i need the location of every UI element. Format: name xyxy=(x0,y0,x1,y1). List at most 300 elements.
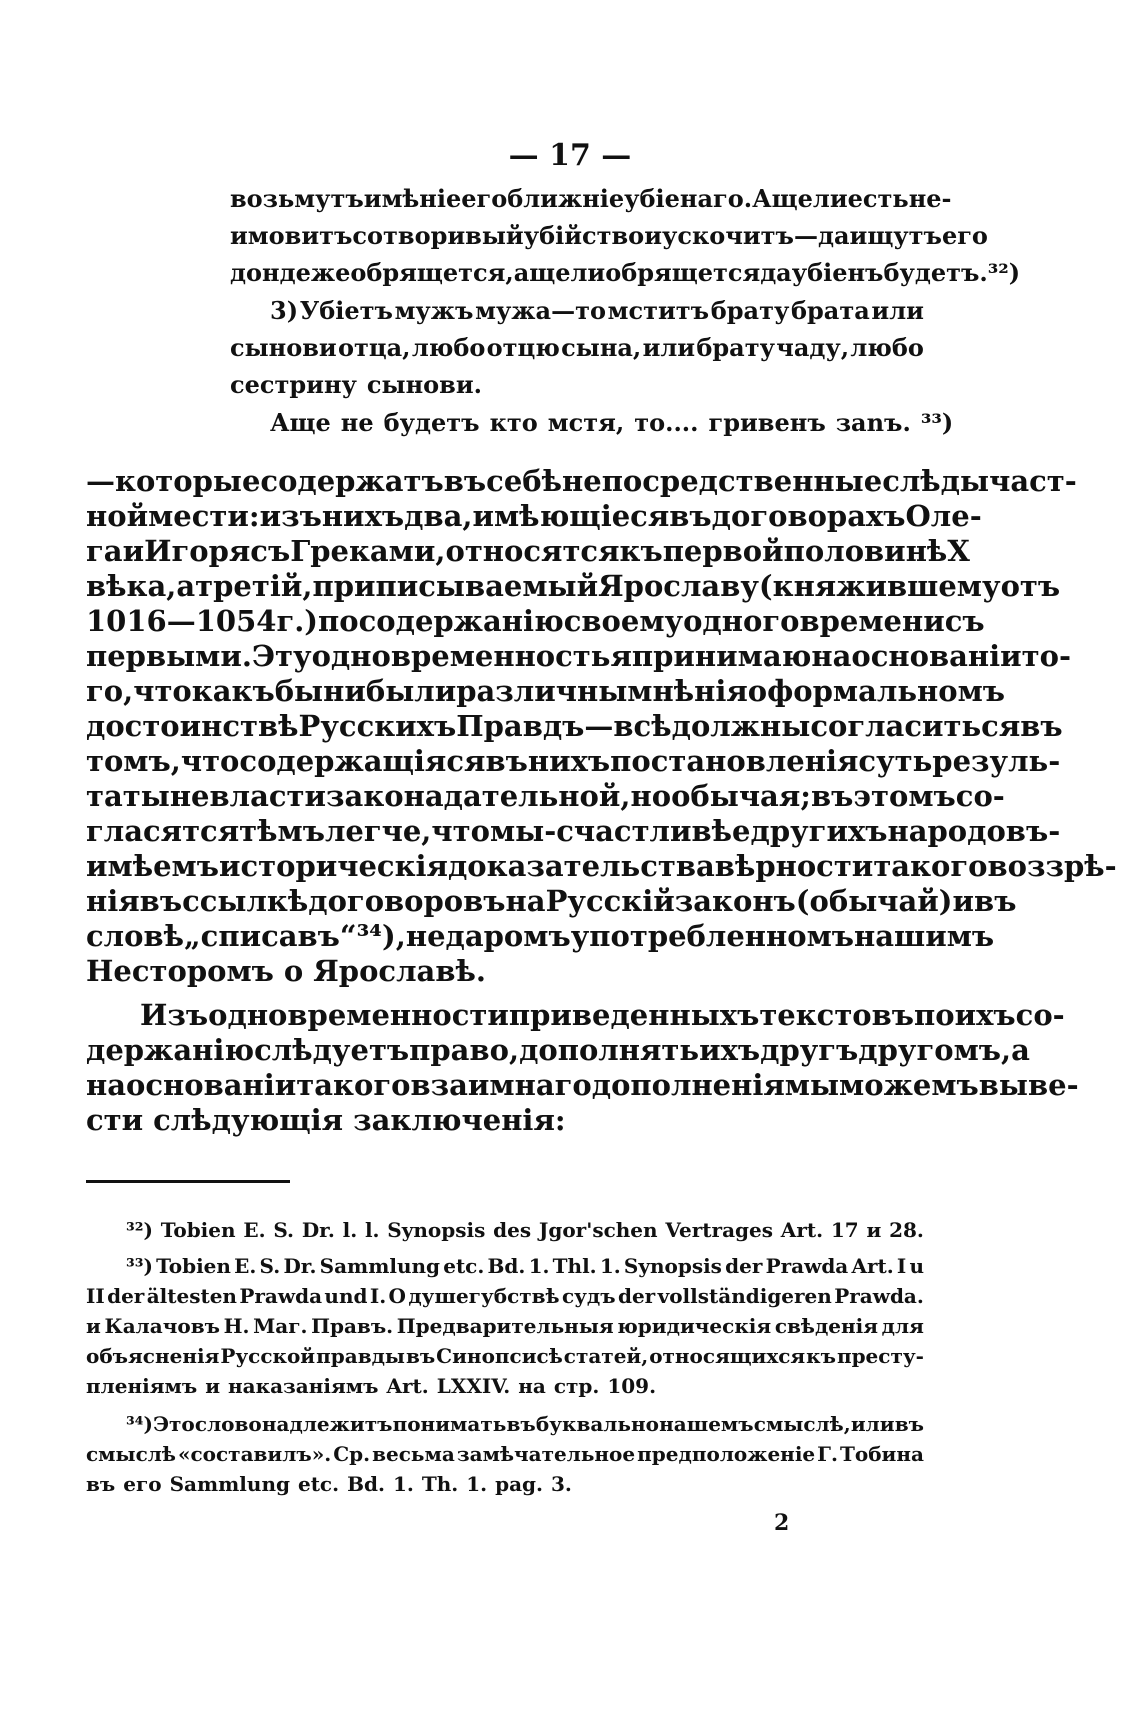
quote-line xyxy=(230,221,988,259)
word: Калачовъ xyxy=(104,1314,220,1338)
word: I xyxy=(896,1254,907,1278)
word: 1016—1054 xyxy=(86,604,277,638)
word: душегубствѣ xyxy=(408,1284,560,1308)
word: Sammlung xyxy=(169,1472,290,1496)
word: Bd. xyxy=(347,1472,385,1496)
word: des xyxy=(493,1218,532,1242)
word: законадательной, xyxy=(326,779,631,813)
word: къ xyxy=(806,1344,836,1368)
word: (княжившему xyxy=(758,569,1001,603)
word: и xyxy=(205,1374,221,1398)
word: слѣды xyxy=(882,464,990,498)
word: Тобина xyxy=(839,1442,924,1466)
word: 3. xyxy=(551,1472,572,1496)
footnote-line xyxy=(86,1472,924,1502)
word: или xyxy=(642,333,696,362)
word: одного xyxy=(683,604,800,638)
word: на xyxy=(518,1374,546,1398)
word: ³⁴) xyxy=(126,1412,153,1436)
word: власти xyxy=(209,779,327,813)
word: взаимнаго xyxy=(410,1068,592,1102)
word: на xyxy=(811,639,852,673)
word: 1. xyxy=(599,1254,621,1278)
word: на xyxy=(86,1068,127,1102)
word: должны xyxy=(671,709,811,743)
word: Оле- xyxy=(905,499,982,533)
word: ащели xyxy=(513,258,606,287)
word: тѣмъ xyxy=(239,814,325,848)
word: der xyxy=(617,1284,656,1308)
word: его xyxy=(461,184,508,213)
word: да xyxy=(760,258,792,287)
word: ³⁴), xyxy=(356,919,406,953)
word: (обычай) xyxy=(795,884,953,918)
word: Art. xyxy=(780,1218,824,1242)
word: Ср. xyxy=(333,1442,371,1466)
word: въ xyxy=(485,744,528,778)
word: сотворивый xyxy=(352,221,524,250)
word: ³³) xyxy=(126,1254,153,1278)
word: можемъ xyxy=(839,1068,979,1102)
word: заключенія: xyxy=(353,1103,566,1137)
word: въ xyxy=(139,884,183,918)
footnote-line xyxy=(126,1254,924,1284)
word: относящихся xyxy=(649,1344,806,1368)
word: весьма xyxy=(372,1442,455,1466)
word: Sammlung xyxy=(319,1254,441,1278)
word: чаду, xyxy=(776,333,850,362)
word: ускочитъ—да xyxy=(662,221,850,250)
word: Изъ xyxy=(140,998,209,1032)
word: сынови. xyxy=(366,370,482,399)
word: не- xyxy=(908,184,952,213)
word: сынови xyxy=(230,333,337,362)
word: его xyxy=(941,221,988,250)
word: а xyxy=(1011,1033,1030,1067)
word: легче, xyxy=(324,814,432,848)
word: но xyxy=(630,779,672,813)
footnote-rule xyxy=(86,1180,290,1183)
word: свѣденія xyxy=(774,1314,879,1338)
word: половинѣ xyxy=(783,534,948,568)
word: etc. xyxy=(443,1254,485,1278)
word: мужъ xyxy=(394,296,474,325)
word: есть xyxy=(847,184,909,213)
word: со- xyxy=(955,779,1005,813)
word: E. xyxy=(243,1218,266,1242)
word: резуль- xyxy=(932,744,1061,778)
word: или xyxy=(871,296,924,325)
word: Аще xyxy=(270,408,331,437)
word: Prawda. xyxy=(834,1284,924,1308)
word: Dr. xyxy=(301,1218,335,1242)
word: какъ xyxy=(191,674,275,708)
word: имѣемъ xyxy=(86,849,219,883)
word: Правдъ—всѣ xyxy=(456,709,672,743)
word: судъ xyxy=(561,1284,616,1308)
word: Аще xyxy=(752,184,813,213)
word: ной xyxy=(86,499,149,533)
word: Th. xyxy=(421,1472,459,1496)
word: что xyxy=(180,744,240,778)
word: pag. xyxy=(495,1472,543,1496)
word: 109. xyxy=(607,1374,657,1398)
word: воззрѣ- xyxy=(987,849,1117,883)
footnote-line xyxy=(86,1374,924,1404)
word: сти xyxy=(86,1103,144,1137)
word: другомъ, xyxy=(858,1033,1012,1067)
word: слѣдуетъ xyxy=(254,1033,410,1067)
word: то.... xyxy=(634,408,699,437)
word: наказаніямъ xyxy=(228,1374,379,1398)
word: Art. xyxy=(851,1254,894,1278)
word: надлежитъ xyxy=(261,1412,393,1436)
word: Prawda xyxy=(239,1284,323,1308)
word: третій, xyxy=(195,569,313,603)
word: таты xyxy=(86,779,170,813)
word: ältesten xyxy=(146,1284,237,1308)
footnote-line xyxy=(86,1314,924,1344)
word: г.) xyxy=(276,604,319,638)
word: замѣчательное xyxy=(456,1442,636,1466)
word: въ xyxy=(974,884,1017,918)
word: согласиться xyxy=(810,709,1021,743)
word: основаніи xyxy=(851,639,1022,673)
word: част- xyxy=(989,464,1077,498)
word: ссылкѣ xyxy=(182,884,309,918)
word: Синопсисѣ xyxy=(436,1344,563,1368)
word: убіенъбудетъ. xyxy=(791,258,988,287)
word: Н. xyxy=(223,1314,250,1338)
word: я xyxy=(610,639,632,673)
word: по xyxy=(914,998,955,1032)
word: въ xyxy=(894,1412,924,1436)
word: въ xyxy=(810,779,854,813)
body-line xyxy=(86,1033,1030,1073)
word: убіенаго. xyxy=(624,184,753,213)
word: отца, xyxy=(338,333,411,362)
word: слово xyxy=(194,1412,262,1436)
word: LXXIV. xyxy=(436,1374,511,1398)
word: Thl. xyxy=(552,1254,597,1278)
body-line xyxy=(86,849,1117,889)
word: брату xyxy=(710,296,790,325)
word: Ярославу xyxy=(598,569,759,603)
word: одновременности xyxy=(208,998,509,1032)
body-line xyxy=(86,744,1061,784)
word: нихъ xyxy=(321,499,405,533)
word: юридическія xyxy=(617,1314,772,1338)
word: другихъ xyxy=(750,814,888,848)
word: Tobien xyxy=(160,1218,236,1242)
word: а xyxy=(176,569,196,603)
body-line xyxy=(86,779,1005,819)
body-line xyxy=(86,534,970,574)
word: слѣдующія xyxy=(153,1103,344,1137)
word: vollständigeren xyxy=(657,1284,832,1308)
word: понимать xyxy=(392,1412,507,1436)
body-line xyxy=(86,884,1017,924)
word: Русской xyxy=(220,1344,316,1368)
word: суть xyxy=(858,744,933,778)
word: народовъ- xyxy=(887,814,1061,848)
word: Ярославѣ. xyxy=(313,954,486,988)
word: Jgor'schen xyxy=(538,1218,658,1242)
word: его xyxy=(123,1472,162,1496)
word: ближніе xyxy=(507,184,625,213)
word: изъ xyxy=(259,499,322,533)
word: отъ xyxy=(1000,569,1061,603)
word: будетъ xyxy=(383,408,480,437)
word: имовитъ xyxy=(230,221,353,250)
word: мстя, xyxy=(547,408,625,437)
body-line xyxy=(86,1068,1079,1108)
word: другъ xyxy=(760,1033,859,1067)
word: нашимъ xyxy=(854,919,995,953)
word: къ xyxy=(619,534,663,568)
word: содержанію xyxy=(358,604,564,638)
word: въ xyxy=(1020,709,1063,743)
word: первой xyxy=(662,534,784,568)
word: были xyxy=(365,674,457,708)
word: любо xyxy=(411,333,486,362)
word: сына, xyxy=(561,333,642,362)
body-line xyxy=(86,919,995,959)
word: Маг. xyxy=(253,1314,308,1338)
word: —которые xyxy=(86,464,261,498)
word: томъ, xyxy=(86,744,181,778)
word: S. xyxy=(259,1254,281,1278)
word: мести: xyxy=(148,499,260,533)
footnote-line xyxy=(86,1344,924,1374)
word: и xyxy=(86,1314,101,1338)
body-line xyxy=(140,998,1065,1038)
word: ни xyxy=(323,674,366,708)
body-line xyxy=(86,569,1061,609)
word: etc. xyxy=(297,1472,340,1496)
word: что xyxy=(133,674,192,708)
word: не xyxy=(405,919,446,953)
word: 28. xyxy=(889,1218,924,1242)
word: II xyxy=(86,1284,105,1308)
word: возьмутъ xyxy=(230,184,364,213)
word: Synopsis xyxy=(623,1254,722,1278)
body-line xyxy=(86,464,1077,504)
word: брату xyxy=(696,333,775,362)
word: и xyxy=(122,534,145,568)
word: словѣ xyxy=(86,919,184,953)
word: непосредственные xyxy=(562,464,883,498)
word: ихъ xyxy=(954,998,1016,1032)
word: первыми. xyxy=(86,639,252,673)
word: правды xyxy=(316,1344,405,1368)
word: Несторомъ xyxy=(86,954,274,988)
word: X xyxy=(947,534,970,568)
word: достоинствѣ xyxy=(86,709,299,743)
word: S. xyxy=(273,1218,295,1242)
word: и xyxy=(866,1218,882,1242)
word: 1. xyxy=(528,1254,550,1278)
word: относятся xyxy=(445,534,620,568)
word: der xyxy=(107,1284,145,1308)
word: и xyxy=(644,221,662,250)
word: Предварительныя xyxy=(396,1314,614,1338)
word: статей, xyxy=(563,1344,649,1368)
word: престу- xyxy=(836,1344,924,1368)
word: E. xyxy=(234,1254,257,1278)
word: мы-счастливѣе xyxy=(489,814,751,848)
word: содержащіяся xyxy=(239,744,486,778)
word: предположеніе xyxy=(637,1442,816,1466)
word: о xyxy=(747,674,768,708)
quote-line xyxy=(270,296,924,334)
word: постановленія xyxy=(610,744,859,778)
word: га xyxy=(86,534,123,568)
word: не xyxy=(340,408,374,437)
word: l. xyxy=(342,1218,358,1242)
word: Это xyxy=(153,1412,195,1436)
word: сестрину xyxy=(230,370,357,399)
quote-line xyxy=(270,408,954,446)
word: I. xyxy=(369,1284,387,1308)
word: то- xyxy=(1021,639,1072,673)
word: ³²) xyxy=(987,258,1021,287)
word: го, xyxy=(86,674,134,708)
word: Dr. xyxy=(283,1254,317,1278)
quote-line xyxy=(230,333,924,371)
word: своему xyxy=(563,604,684,638)
word: u xyxy=(909,1254,924,1278)
word: приписываемый xyxy=(312,569,599,603)
word: любо xyxy=(850,333,924,362)
word: текстовъ xyxy=(759,998,915,1032)
word: 17 xyxy=(830,1218,859,1242)
word: дондеже xyxy=(230,258,351,287)
word: Русскій xyxy=(545,884,675,918)
word: l. xyxy=(364,1218,380,1242)
word: объясненія xyxy=(86,1344,220,1368)
word: со- xyxy=(1015,998,1065,1032)
word: отцю xyxy=(486,333,560,362)
footnote-line xyxy=(86,1442,924,1472)
word: Synopsis xyxy=(387,1218,486,1242)
word: кто xyxy=(489,408,538,437)
word: стр. xyxy=(553,1374,600,1398)
word: выве- xyxy=(978,1068,1079,1102)
word: нихъ xyxy=(527,744,611,778)
word: дополненія xyxy=(591,1068,785,1102)
word: такого xyxy=(296,1068,411,1102)
word: на xyxy=(505,884,546,918)
word: Art. xyxy=(386,1374,429,1398)
word: бы xyxy=(274,674,324,708)
word: смыслѣ, xyxy=(753,1412,851,1436)
quote-line xyxy=(230,370,924,408)
word: не xyxy=(169,779,210,813)
word: съ xyxy=(944,604,985,638)
word: времени xyxy=(799,604,945,638)
body-line xyxy=(86,499,982,539)
word: себѣ xyxy=(486,464,563,498)
word: «составилъ». xyxy=(177,1442,332,1466)
word: въ xyxy=(506,1412,536,1436)
word: о xyxy=(283,954,304,988)
word: убійство xyxy=(523,221,645,250)
word: принимаю xyxy=(631,639,812,673)
body-line xyxy=(86,814,1061,854)
word: одновременность xyxy=(311,639,611,673)
word: смыслѣ xyxy=(86,1442,176,1466)
word: Правъ. xyxy=(311,1314,394,1338)
word: Г. xyxy=(817,1442,838,1466)
word: „списавъ“ xyxy=(184,919,357,953)
word: историческія xyxy=(218,849,448,883)
word: право, xyxy=(409,1033,520,1067)
quote-line xyxy=(230,258,1021,296)
word: имѣніе xyxy=(363,184,462,213)
word: гривенъ xyxy=(708,408,826,437)
word: вѣка, xyxy=(86,569,177,603)
word: формальномъ xyxy=(767,674,1006,708)
footnote-line xyxy=(126,1412,924,1442)
word: Греками, xyxy=(290,534,446,568)
word: Prawda xyxy=(765,1254,849,1278)
word: договоровъ xyxy=(308,884,506,918)
word: нашемъ xyxy=(659,1412,754,1436)
word: Игоря xyxy=(144,534,251,568)
word: договорахъ xyxy=(711,499,906,533)
word: пленіямъ xyxy=(86,1374,198,1398)
word: въ xyxy=(669,499,712,533)
footnote-line xyxy=(86,1284,924,1314)
word: этомъ xyxy=(853,779,956,813)
body-line xyxy=(86,1103,924,1143)
word: und xyxy=(324,1284,368,1308)
word: въ xyxy=(405,1344,436,1368)
word: различны xyxy=(456,674,628,708)
page-number: — 17 — xyxy=(508,138,632,173)
word: дополнять xyxy=(519,1033,700,1067)
word: два, xyxy=(404,499,473,533)
word: буквально xyxy=(535,1412,659,1436)
word: для xyxy=(881,1314,924,1338)
word: законъ xyxy=(674,884,796,918)
word: основаніи xyxy=(126,1068,297,1102)
word: гласятся xyxy=(86,814,240,848)
body-line xyxy=(86,604,985,644)
word: ищутъ xyxy=(849,221,942,250)
word: имѣющіеся xyxy=(472,499,670,533)
word: 1. xyxy=(466,1472,488,1496)
word: нія xyxy=(86,884,140,918)
word: 1. xyxy=(392,1472,414,1496)
word: ³³) xyxy=(920,408,954,437)
word: доказательства xyxy=(447,849,715,883)
word: Bd. xyxy=(487,1254,526,1278)
word: въ xyxy=(86,1472,116,1496)
word: держанію xyxy=(86,1033,255,1067)
word: и xyxy=(952,884,975,918)
word: или xyxy=(850,1412,895,1436)
word: ихъ xyxy=(699,1033,761,1067)
word: 3) xyxy=(270,296,299,325)
word: даромъ xyxy=(445,919,571,953)
word: ³²) xyxy=(126,1218,153,1242)
word: приведенныхъ xyxy=(508,998,760,1032)
body-line xyxy=(86,709,1063,749)
word: обычая; xyxy=(671,779,811,813)
word: такого xyxy=(873,849,988,883)
